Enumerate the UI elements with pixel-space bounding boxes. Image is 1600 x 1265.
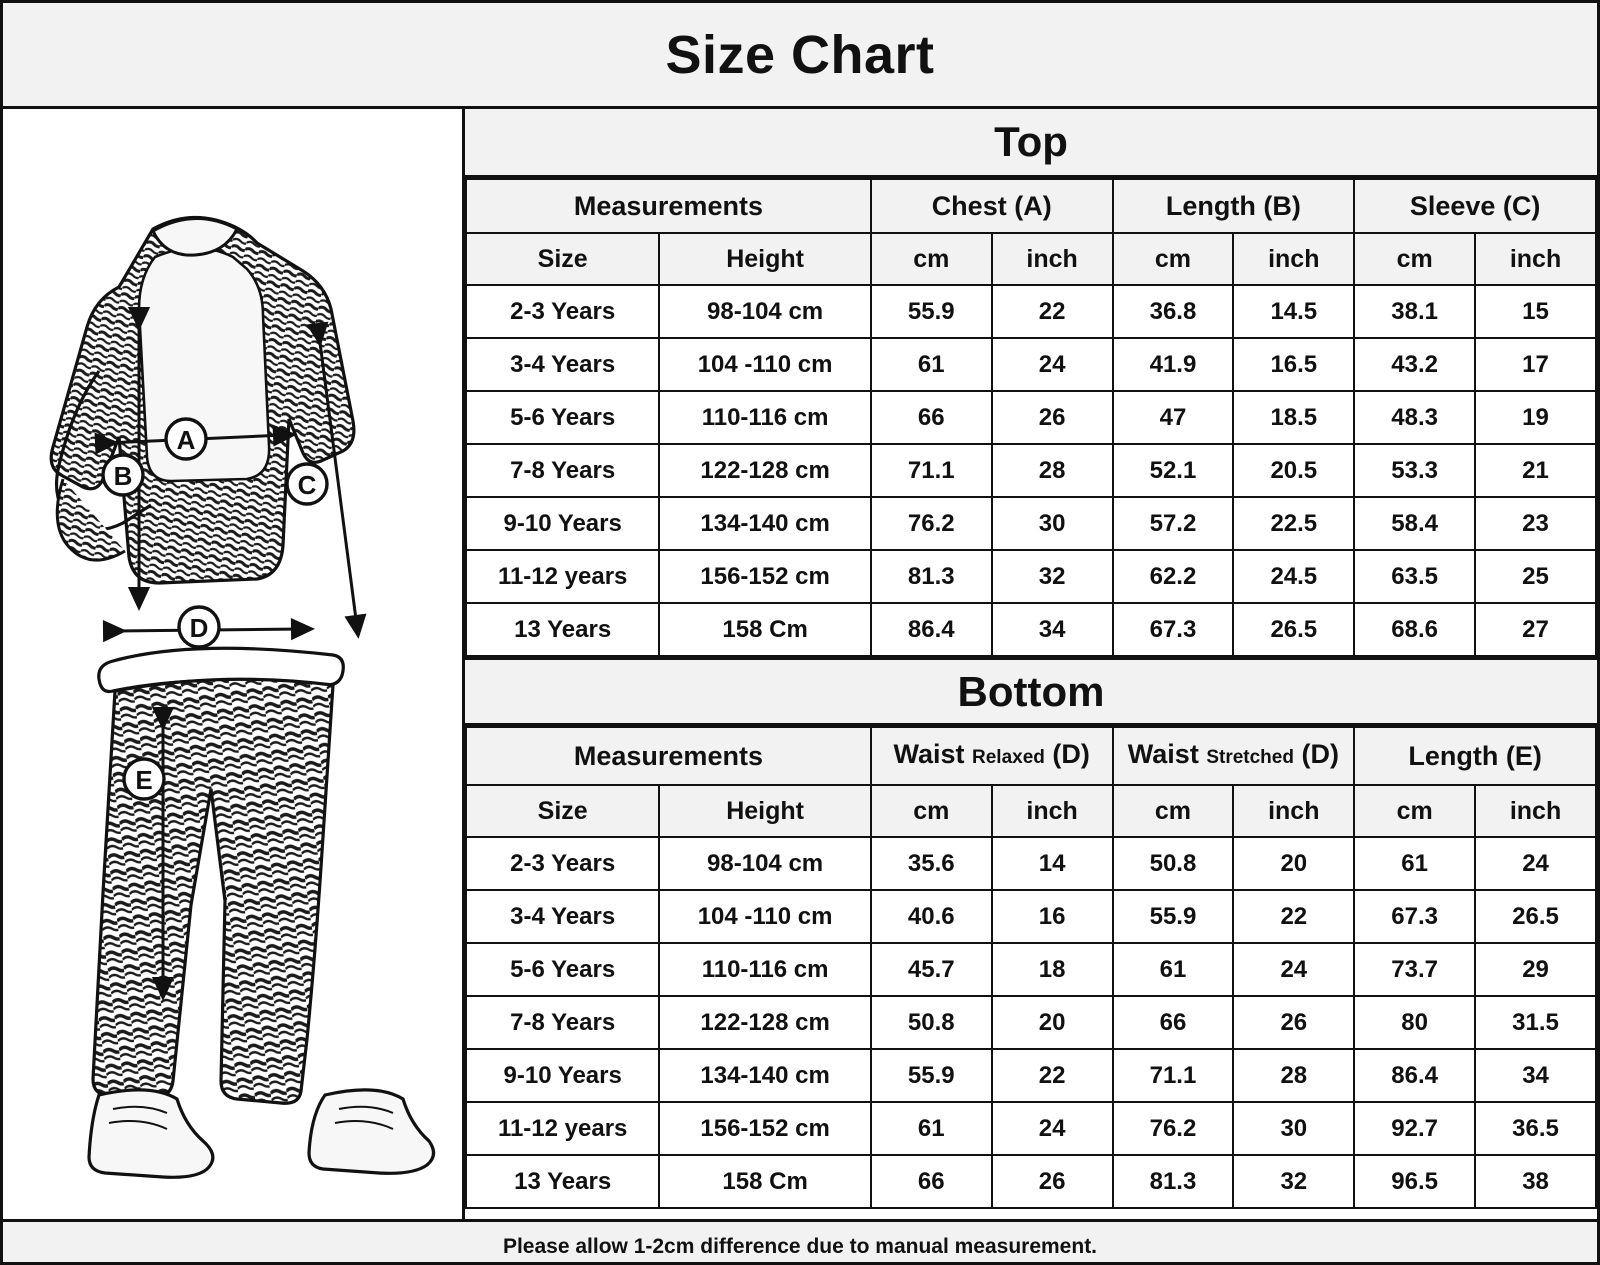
cell-waist-stretched-cm: 66 bbox=[1113, 996, 1234, 1049]
cell-size: 3-4 Years bbox=[466, 338, 659, 391]
cell-length-cm: 80 bbox=[1354, 996, 1475, 1049]
footer-note: Please allow 1-2cm difference due to manual measurement. bbox=[502, 1234, 1098, 1258]
cell-length-cm: 96.5 bbox=[1354, 1155, 1475, 1208]
table-row bbox=[466, 603, 1596, 656]
tables-pane bbox=[465, 109, 1597, 1219]
top-header-chest-inch: inch bbox=[992, 233, 1113, 285]
cell-length-inch: 16.5 bbox=[1233, 338, 1354, 391]
cell-waist-relaxed-cm: 40.6 bbox=[871, 890, 992, 943]
cell-sleeve-cm: 38.1 bbox=[1354, 285, 1475, 338]
cell-waist-stretched-cm: 81.3 bbox=[1113, 1155, 1234, 1208]
waist-stretched-tail: (D) bbox=[1301, 739, 1339, 769]
cell-length-inch: 14.5 bbox=[1233, 285, 1354, 338]
bottom-header-waistrelaxed-inch: inch bbox=[992, 785, 1113, 837]
cell-sleeve-cm: 48.3 bbox=[1354, 391, 1475, 444]
section-title-bottom: Bottom bbox=[957, 667, 1105, 715]
table-row bbox=[466, 338, 1596, 391]
cell-length-cm: 67.3 bbox=[1113, 603, 1234, 656]
cell-waist-relaxed-cm: 50.8 bbox=[871, 996, 992, 1049]
cell-sleeve-inch: 23 bbox=[1475, 497, 1596, 550]
page-title: Size Chart bbox=[665, 24, 935, 85]
cell-waist-relaxed-inch: 20 bbox=[992, 996, 1113, 1049]
cell-length-inch: 18.5 bbox=[1233, 391, 1354, 444]
section-header-bottom bbox=[465, 657, 1597, 726]
cell-length-cm: 62.2 bbox=[1113, 550, 1234, 603]
cell-chest-cm: 86.4 bbox=[871, 603, 992, 656]
cell-length-inch: 20.5 bbox=[1233, 444, 1354, 497]
cell-sleeve-cm: 43.2 bbox=[1354, 338, 1475, 391]
bottom-group-waist-relaxed bbox=[871, 727, 1113, 785]
cell-waist-stretched-cm: 76.2 bbox=[1113, 1102, 1234, 1155]
bottom-header-length-inch: inch bbox=[1475, 785, 1596, 837]
bottom-header-size: Size bbox=[466, 785, 659, 837]
pyjama-figure-icon bbox=[3, 109, 462, 1219]
cell-waist-stretched-cm: 61 bbox=[1113, 943, 1234, 996]
cell-chest-cm: 66 bbox=[871, 391, 992, 444]
cell-height: 134-140 cm bbox=[659, 497, 870, 550]
cell-length-inch: 38 bbox=[1475, 1155, 1596, 1208]
garment-illustration bbox=[3, 109, 462, 1219]
cell-length-cm: 73.7 bbox=[1354, 943, 1475, 996]
svg-text:B: B bbox=[113, 461, 133, 491]
cell-height: 122-128 cm bbox=[659, 444, 870, 497]
cell-sleeve-inch: 17 bbox=[1475, 338, 1596, 391]
top-group-header-row bbox=[466, 179, 1596, 233]
cell-size: 13 Years bbox=[466, 1155, 659, 1208]
table-row bbox=[466, 943, 1596, 996]
page-title-bar bbox=[3, 3, 1597, 109]
waist-stretched-sub: Stretched bbox=[1206, 747, 1294, 768]
cell-chest-cm: 76.2 bbox=[871, 497, 992, 550]
cell-waist-relaxed-inch: 22 bbox=[992, 1049, 1113, 1102]
bottom-header-length-cm: cm bbox=[1354, 785, 1475, 837]
cell-length-cm: 57.2 bbox=[1113, 497, 1234, 550]
cell-waist-relaxed-cm: 35.6 bbox=[871, 837, 992, 890]
cell-sleeve-inch: 27 bbox=[1475, 603, 1596, 656]
waist-stretched-main: Waist bbox=[1127, 739, 1199, 769]
cell-length-cm: 92.7 bbox=[1354, 1102, 1475, 1155]
top-size-table bbox=[465, 178, 1597, 657]
cell-chest-inch: 32 bbox=[992, 550, 1113, 603]
cell-length-inch: 31.5 bbox=[1475, 996, 1596, 1049]
cell-waist-stretched-inch: 32 bbox=[1233, 1155, 1354, 1208]
cell-length-inch: 26.5 bbox=[1233, 603, 1354, 656]
cell-sleeve-inch: 21 bbox=[1475, 444, 1596, 497]
cell-height: 104 -110 cm bbox=[659, 890, 870, 943]
top-header-length-cm: cm bbox=[1113, 233, 1234, 285]
cell-size: 11-12 years bbox=[466, 1102, 659, 1155]
bottom-header-waiststretched-inch: inch bbox=[1233, 785, 1354, 837]
table-row bbox=[466, 1049, 1596, 1102]
table-row bbox=[466, 996, 1596, 1049]
cell-chest-cm: 81.3 bbox=[871, 550, 992, 603]
cell-height: 110-116 cm bbox=[659, 943, 870, 996]
table-row bbox=[466, 1155, 1596, 1208]
cell-height: 104 -110 cm bbox=[659, 338, 870, 391]
cell-chest-cm: 61 bbox=[871, 338, 992, 391]
bottom-size-table bbox=[465, 726, 1597, 1209]
table-row bbox=[466, 285, 1596, 338]
table-row bbox=[466, 497, 1596, 550]
cell-height: 156-152 cm bbox=[659, 1102, 870, 1155]
cell-length-cm: 47 bbox=[1113, 391, 1234, 444]
bottom-header-waistrelaxed-cm: cm bbox=[871, 785, 992, 837]
cell-sleeve-inch: 19 bbox=[1475, 391, 1596, 444]
table-row bbox=[466, 391, 1596, 444]
svg-text:D: D bbox=[189, 613, 209, 643]
garment-illustration-pane bbox=[3, 109, 465, 1219]
cell-size: 9-10 Years bbox=[466, 1049, 659, 1102]
table-row bbox=[466, 550, 1596, 603]
top-unit-header-row bbox=[466, 233, 1596, 285]
cell-waist-stretched-inch: 24 bbox=[1233, 943, 1354, 996]
top-header-chest-cm: cm bbox=[871, 233, 992, 285]
cell-length-inch: 26.5 bbox=[1475, 890, 1596, 943]
cell-height: 98-104 cm bbox=[659, 285, 870, 338]
cell-size: 7-8 Years bbox=[466, 444, 659, 497]
cell-sleeve-cm: 58.4 bbox=[1354, 497, 1475, 550]
bottom-header-height: Height bbox=[659, 785, 870, 837]
top-group-chest: Chest (A) bbox=[871, 179, 1113, 233]
cell-waist-stretched-cm: 71.1 bbox=[1113, 1049, 1234, 1102]
cell-height: 98-104 cm bbox=[659, 837, 870, 890]
bottom-group-measurements: Measurements bbox=[466, 727, 871, 785]
cell-length-inch: 24.5 bbox=[1233, 550, 1354, 603]
cell-length-inch: 34 bbox=[1475, 1049, 1596, 1102]
cell-size: 5-6 Years bbox=[466, 943, 659, 996]
cell-size: 9-10 Years bbox=[466, 497, 659, 550]
cell-height: 122-128 cm bbox=[659, 996, 870, 1049]
cell-sleeve-inch: 15 bbox=[1475, 285, 1596, 338]
cell-height: 158 Cm bbox=[659, 603, 870, 656]
cell-chest-inch: 34 bbox=[992, 603, 1113, 656]
cell-length-inch: 36.5 bbox=[1475, 1102, 1596, 1155]
cell-waist-relaxed-cm: 61 bbox=[871, 1102, 992, 1155]
cell-size: 2-3 Years bbox=[466, 837, 659, 890]
cell-height: 110-116 cm bbox=[659, 391, 870, 444]
cell-length-cm: 41.9 bbox=[1113, 338, 1234, 391]
cell-length-inch: 29 bbox=[1475, 943, 1596, 996]
bottom-header-waiststretched-cm: cm bbox=[1113, 785, 1234, 837]
cell-waist-relaxed-inch: 26 bbox=[992, 1155, 1113, 1208]
cell-chest-cm: 55.9 bbox=[871, 285, 992, 338]
top-group-measurements: Measurements bbox=[466, 179, 871, 233]
cell-size: 13 Years bbox=[466, 603, 659, 656]
cell-length-cm: 67.3 bbox=[1354, 890, 1475, 943]
cell-height: 156-152 cm bbox=[659, 550, 870, 603]
cell-waist-stretched-inch: 26 bbox=[1233, 996, 1354, 1049]
cell-waist-stretched-inch: 22 bbox=[1233, 890, 1354, 943]
top-group-length: Length (B) bbox=[1113, 179, 1355, 233]
table-row bbox=[466, 1102, 1596, 1155]
cell-sleeve-cm: 63.5 bbox=[1354, 550, 1475, 603]
bottom-group-header-row bbox=[466, 727, 1596, 785]
cell-length-inch: 22.5 bbox=[1233, 497, 1354, 550]
cell-height: 134-140 cm bbox=[659, 1049, 870, 1102]
cell-size: 2-3 Years bbox=[466, 285, 659, 338]
svg-text:A: A bbox=[176, 425, 196, 455]
table-row bbox=[466, 837, 1596, 890]
bottom-unit-header-row bbox=[466, 785, 1596, 837]
cell-size: 7-8 Years bbox=[466, 996, 659, 1049]
cell-length-cm: 52.1 bbox=[1113, 444, 1234, 497]
cell-size: 5-6 Years bbox=[466, 391, 659, 444]
cell-sleeve-cm: 68.6 bbox=[1354, 603, 1475, 656]
cell-waist-relaxed-inch: 18 bbox=[992, 943, 1113, 996]
cell-size: 11-12 years bbox=[466, 550, 659, 603]
waist-relaxed-sub: Relaxed bbox=[972, 747, 1045, 768]
cell-size: 3-4 Years bbox=[466, 890, 659, 943]
cell-waist-relaxed-inch: 14 bbox=[992, 837, 1113, 890]
cell-chest-inch: 30 bbox=[992, 497, 1113, 550]
cell-waist-stretched-cm: 55.9 bbox=[1113, 890, 1234, 943]
top-header-length-inch: inch bbox=[1233, 233, 1354, 285]
cell-length-cm: 86.4 bbox=[1354, 1049, 1475, 1102]
section-header-top bbox=[465, 109, 1597, 178]
cell-waist-relaxed-cm: 55.9 bbox=[871, 1049, 992, 1102]
cell-waist-relaxed-cm: 45.7 bbox=[871, 943, 992, 996]
chart-body bbox=[3, 109, 1597, 1219]
cell-length-inch: 24 bbox=[1475, 837, 1596, 890]
cell-waist-stretched-inch: 28 bbox=[1233, 1049, 1354, 1102]
bottom-group-waist-stretched bbox=[1113, 727, 1355, 785]
waist-relaxed-tail: (D) bbox=[1052, 739, 1090, 769]
cell-length-cm: 36.8 bbox=[1113, 285, 1234, 338]
cell-chest-inch: 26 bbox=[992, 391, 1113, 444]
svg-text:E: E bbox=[135, 765, 153, 795]
cell-chest-cm: 71.1 bbox=[871, 444, 992, 497]
cell-sleeve-inch: 25 bbox=[1475, 550, 1596, 603]
footer-note-bar bbox=[3, 1219, 1597, 1265]
top-header-height: Height bbox=[659, 233, 870, 285]
section-title-top: Top bbox=[994, 118, 1068, 165]
waist-relaxed-main: Waist bbox=[893, 739, 965, 769]
cell-length-cm: 61 bbox=[1354, 837, 1475, 890]
bottom-group-length: Length (E) bbox=[1354, 727, 1596, 785]
top-header-size: Size bbox=[466, 233, 659, 285]
cell-height: 158 Cm bbox=[659, 1155, 870, 1208]
cell-chest-inch: 22 bbox=[992, 285, 1113, 338]
table-row bbox=[466, 444, 1596, 497]
cell-chest-inch: 24 bbox=[992, 338, 1113, 391]
cell-chest-inch: 28 bbox=[992, 444, 1113, 497]
cell-sleeve-cm: 53.3 bbox=[1354, 444, 1475, 497]
cell-waist-relaxed-cm: 66 bbox=[871, 1155, 992, 1208]
svg-text:C: C bbox=[297, 470, 317, 500]
top-group-sleeve: Sleeve (C) bbox=[1354, 179, 1596, 233]
cell-waist-relaxed-inch: 16 bbox=[992, 890, 1113, 943]
table-row bbox=[466, 890, 1596, 943]
cell-waist-stretched-inch: 30 bbox=[1233, 1102, 1354, 1155]
cell-waist-stretched-inch: 20 bbox=[1233, 837, 1354, 890]
cell-waist-stretched-cm: 50.8 bbox=[1113, 837, 1234, 890]
top-header-sleeve-inch: inch bbox=[1475, 233, 1596, 285]
cell-waist-relaxed-inch: 24 bbox=[992, 1102, 1113, 1155]
top-header-sleeve-cm: cm bbox=[1354, 233, 1475, 285]
